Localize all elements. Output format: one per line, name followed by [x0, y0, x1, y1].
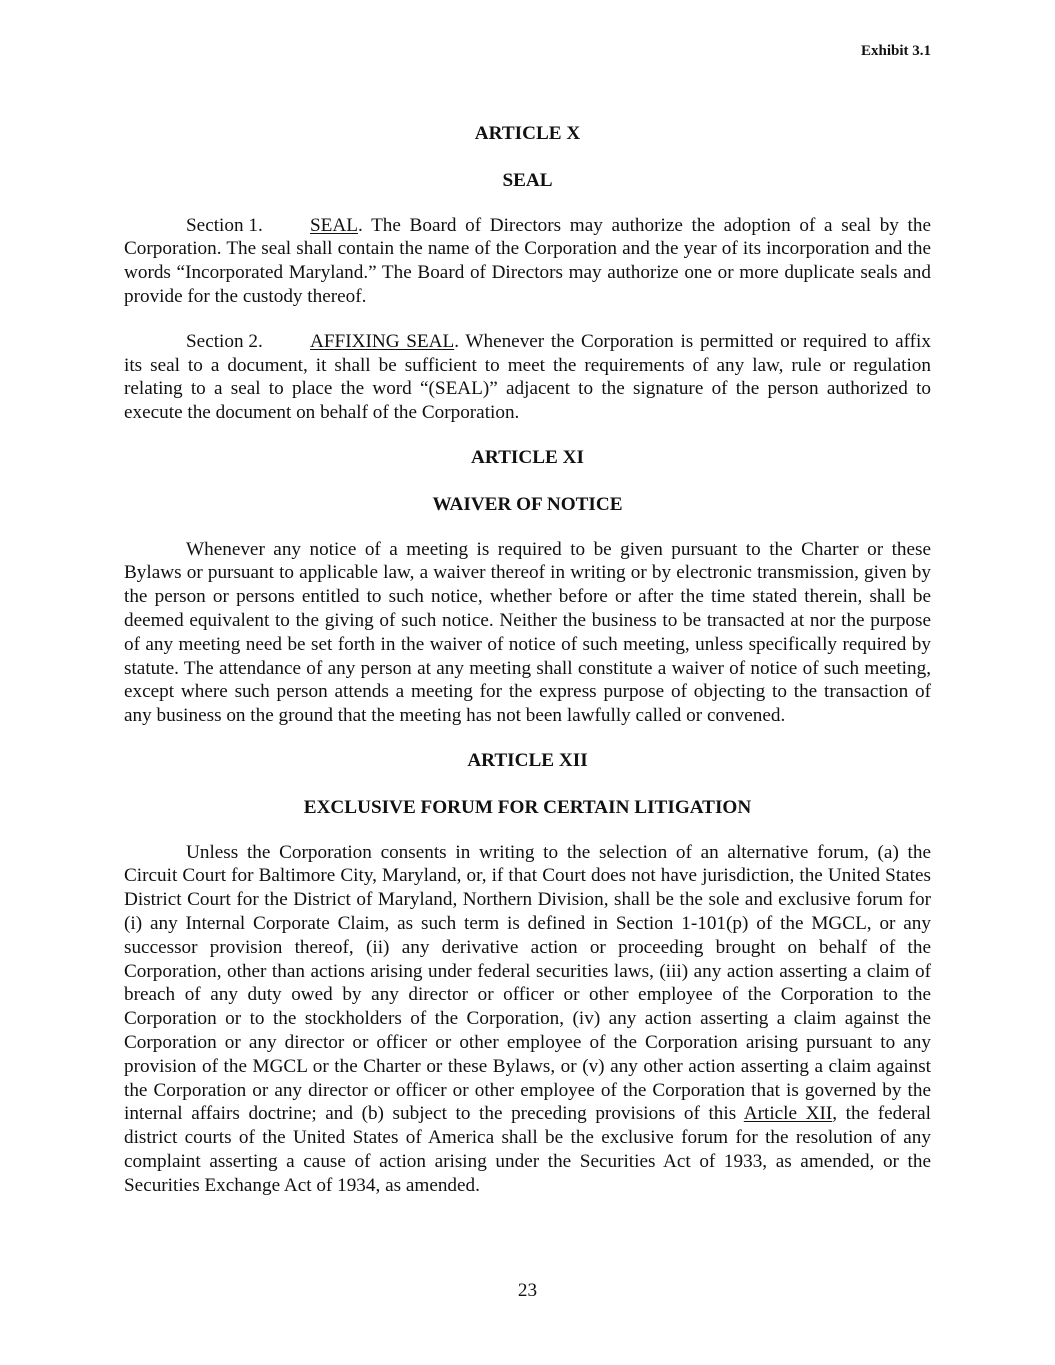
section-1-seal — [124, 214, 931, 309]
article-xii-cross-reference-link[interactable]: Article XII — [743, 1103, 833, 1125]
section-2-label: Section 2. — [186, 330, 263, 352]
section-1-label: Section 1. — [186, 214, 263, 236]
exclusive-forum-paragraph — [124, 841, 931, 1198]
article-xii-number: ARTICLE XII — [467, 749, 588, 771]
article-x-title: SEAL — [502, 169, 553, 191]
exclusive-forum-text-after: , the federal district courts of the United States of America shall be the exclusive forum for the resolution of any complaint asserting a cause of action arising under the Securities Act of 1933, as amended, or the Securities Exchange Act of 1934, as amended. — [124, 1103, 931, 1196]
waiver-of-notice-paragraph: Whenever any notice of a meeting is required to be given pursuant to the Charter or these Bylaws or pursuant to applicable law, a waiver thereof in writing or by electronic transmission, given by the person or persons entitled to such notice, whether before or after the time stated therein, shall be deemed equivalent to the giving of such notice. Neither the business to be transacted at nor the purpose of any meeting need be set forth in the waiver of notice of such meeting, unless specifically required by statute. The attendance of any person at any meeting shall constitute a waiver of notice of such meeting, except where such person attends a meeting for the express purpose of objecting to the transaction of any business on the ground that the meeting has not been lawfully called or convened. — [124, 538, 931, 727]
exclusive-forum-text-before: Unless the Corporation consents in writing to the selection of an alternative forum, (a) the Circuit Court for Baltimore City, Maryland, or, if that Court does not have jurisdiction, the United States District Court for the District of Maryland, Northern Division, shall be the sole and exclusive forum for (i) any Internal Corporate Claim, as such term is defined in Section 1-101(p) of the MGCL, or any successor provision thereof, (ii) any derivative action or proceeding brought on behalf of the Corporation, other than actions arising under federal securities laws, (iii) any action asserting a claim of breach of any duty owed by any director or officer or other employee of the Corporation to the Corporation or to the stockholders of the Corporation, (iv) any action asserting a claim against the Corporation or any director or officer or other employee of the Corporation arising pursuant to any provision of the MGCL or the Charter or these Bylaws, or (v) any other action asserting a claim against the Corporation or any director or officer or other employee of the Corporation that is governed by the internal affairs doctrine; and (b) subject to the preceding provisions of this — [124, 841, 931, 1125]
article-x-number: ARTICLE X — [474, 123, 581, 144]
page-number: 23 — [517, 1280, 538, 1301]
article-xii — [124, 749, 931, 1198]
section-1-text: . The Board of Directors may authorize the adoption of a seal by the Corporation. The seal shall contain the name of the Corporation and the year of its incorporation and the words “Incorporated Maryland.” The Board of Directors may authorize one or more duplicate seals and provide for the custody thereof. — [124, 214, 931, 307]
article-xi-number: ARTICLE XI — [471, 446, 584, 468]
section-2-caption: AFFIXING SEAL — [310, 330, 455, 352]
article-xi-title: WAIVER OF NOTICE — [432, 493, 623, 515]
section-2-text: . Whenever the Corporation is permitted or required to affix its seal to a document, it shall be sufficient to meet the requirements of any law, rule or regulation relating to a seal to place the word “(SEAL)” adjacent to the signature of the person authorized to execute the document on behalf of the Corporation. — [124, 330, 931, 424]
article-xi — [124, 446, 931, 728]
document-body — [124, 122, 931, 1218]
article-x — [124, 122, 931, 425]
article-xii-title: EXCLUSIVE FORUM FOR CERTAIN LITIGATION — [303, 796, 752, 818]
section-1-caption: SEAL — [310, 214, 358, 236]
exhibit-label: Exhibit 3.1 — [860, 43, 931, 59]
section-2-affixing-seal — [124, 330, 931, 425]
